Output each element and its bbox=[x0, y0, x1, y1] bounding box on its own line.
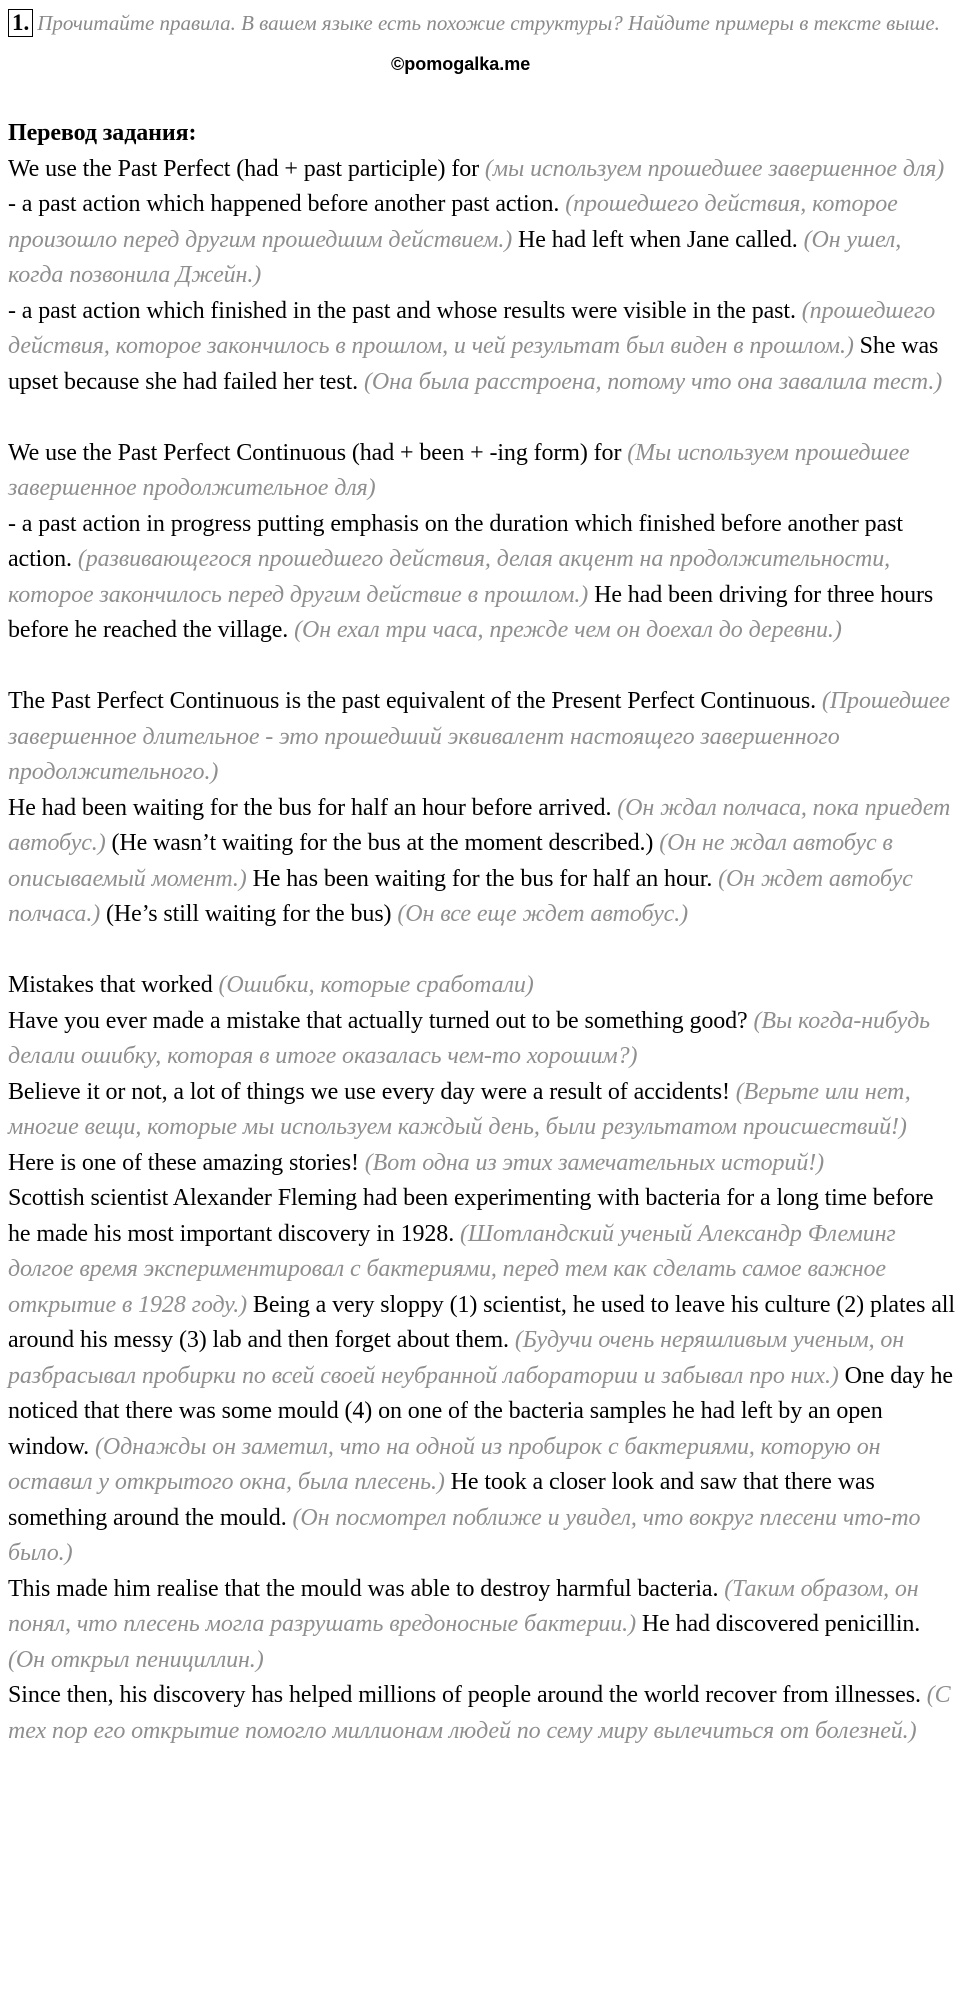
paragraph bbox=[8, 187, 956, 294]
russian-translation: (Верьте или нет, многие вещи, которые мы используем каждый день, были результатом происшествий!) bbox=[8, 1078, 911, 1140]
russian-translation: (Она была расстроена, потому что она завалила тест.) bbox=[363, 368, 943, 395]
english-text: He had been waiting for the bus for half an hour before arrived. bbox=[8, 794, 618, 821]
russian-translation: (Ошибки, которые сработали) bbox=[218, 972, 534, 998]
russian-translation: (Прошедшее завершенное длительное - это прошедший эквивалент настоящего завершенного продолжительного.) bbox=[8, 688, 950, 785]
paragraph bbox=[8, 684, 956, 791]
russian-translation: (Вы когда-нибудь делали ошибку, которая в итоге оказалась чем-то хорошим?) bbox=[8, 1007, 930, 1069]
paragraph bbox=[8, 294, 956, 401]
russian-translation: (Он все еще ждет автобус.) bbox=[397, 901, 689, 927]
paragraph bbox=[8, 152, 956, 188]
english-text: This made him realise that the mould was able to destroy harmful bacteria. bbox=[8, 1575, 725, 1602]
translation-body bbox=[8, 116, 956, 1749]
russian-translation: (Шотландский ученый Александр Флеминг долгое время экспериментировал с бактериями, перед тем как сделать самое важное открытие в 1928 году.) bbox=[8, 1220, 896, 1318]
english-text: Since then, his discovery has helped millions of people around the world recover from illnesses. bbox=[8, 1682, 927, 1708]
english-text: - a past action which finished in the past and whose results were visible in the past. bbox=[8, 297, 802, 324]
paragraph bbox=[8, 1572, 956, 1679]
paragraph bbox=[8, 1181, 956, 1572]
english-text: He has been waiting for the bus for half an hour. bbox=[246, 865, 719, 892]
paragraph bbox=[8, 1004, 956, 1075]
english-text: Mistakes that worked bbox=[8, 972, 219, 998]
paragraph bbox=[8, 436, 956, 507]
paragraph-gap bbox=[8, 400, 956, 436]
english-text: He had been driving for three hours before he reached the village. bbox=[8, 581, 934, 643]
russian-translation: (Будучи очень неряшливым ученым, он разбрасывал пробирки по всей своей неубранной лаборатории и забывал про них.) bbox=[8, 1327, 905, 1389]
russian-translation: (прошедшего действия, которое закончилось в прошлом, и чей результат был виден в прошлом.) bbox=[8, 297, 936, 359]
english-text: Being a very sloppy (1) scientist, he used to leave his culture (2) plates all around his messy (3) lab and then forget about them. bbox=[8, 1291, 955, 1353]
russian-translation: (Он не ждал автобус в описываемый момент.) bbox=[8, 830, 893, 892]
paragraph bbox=[8, 507, 956, 649]
watermark: ©pomogalka.me bbox=[391, 54, 531, 74]
english-text: He had left when Jane called. bbox=[512, 226, 804, 253]
english-text: He took a closer look and saw that there was something around the mould. bbox=[8, 1469, 875, 1531]
paragraph-gap bbox=[8, 649, 956, 685]
task-number: 1. bbox=[8, 9, 33, 37]
english-text: Have you ever made a mistake that actually turned out to be something good? bbox=[8, 1007, 754, 1034]
russian-translation: (Он ушел, когда позвонила Джейн.) bbox=[8, 226, 902, 288]
paragraph bbox=[8, 1678, 956, 1749]
paragraph-gap bbox=[8, 933, 956, 969]
russian-translation: (Он посмотрел поближе и увидел, что вокруг плесени что-то было.) bbox=[8, 1504, 921, 1566]
russian-translation: (мы используем прошедшее завершенное для) bbox=[484, 155, 945, 182]
english-text: We use the Past Perfect Continuous (had + been + -ing form) for bbox=[8, 439, 628, 466]
english-text: The Past Perfect Continuous is the past equivalent of the Present Perfect Continuous. bbox=[8, 688, 822, 714]
russian-translation: (Он ждет автобус полчаса.) bbox=[8, 865, 913, 927]
russian-translation: (Он ехал три часа, прежде чем он доехал до деревни.) bbox=[294, 617, 842, 643]
english-text: Here is one of these amazing stories! bbox=[8, 1149, 365, 1176]
english-text: She was upset because she had failed her test. bbox=[8, 333, 939, 395]
russian-translation: (Таким образом, он понял, что плесень могла разрушать вредоносные бактерии.) bbox=[8, 1575, 919, 1637]
task-header bbox=[8, 6, 952, 40]
russian-translation: (С тех пор его открытие помогло миллионам людей по сему миру вылечиться от болезней.) bbox=[8, 1682, 951, 1744]
english-text: (He’s still waiting for the bus) bbox=[100, 901, 398, 927]
paragraph bbox=[8, 968, 956, 1004]
translation-heading: Перевод задания: bbox=[8, 120, 197, 146]
english-text: (He wasn’t waiting for the bus at the moment described.) bbox=[105, 830, 660, 856]
russian-translation: (Однажды он заметил, что на одной из пробирок с бактериями, которую он оставил у открытого окна, была плесень.) bbox=[8, 1433, 881, 1495]
task-instruction: Прочитайте правила. В вашем языке есть похожие структуры? Найдите примеры в тексте выше. bbox=[37, 11, 940, 35]
russian-translation: (развивающегося прошедшего действия, делая акцент на продолжительности, которое закончилось перед другим действие в прошлом.) bbox=[8, 546, 891, 608]
russian-translation: (Мы используем прошедшее завершенное продолжительное для) bbox=[8, 439, 910, 501]
russian-translation: (Он ждал полчаса, пока приедет автобус.) bbox=[8, 794, 951, 856]
russian-translation: (прошедшего действия, которое произошло перед другим прошедшим действием.) bbox=[8, 191, 898, 253]
english-text: - a past action which happened before another past action. bbox=[8, 191, 566, 217]
paragraph bbox=[8, 791, 956, 933]
english-text: One day he noticed that there was some mould (4) on one of the bacteria samples he had left by an open window. bbox=[8, 1362, 953, 1460]
paragraph bbox=[8, 1075, 956, 1182]
russian-translation: (Вот одна из этих замечательных историй!) bbox=[364, 1149, 824, 1176]
english-text: Scottish scientist Alexander Fleming had been experimenting with bacteria for a long time before he made his most important discovery in 1928. bbox=[8, 1185, 934, 1247]
english-text: He had discovered penicillin. bbox=[635, 1611, 921, 1637]
english-text: Believe it or not, a lot of things we use every day were a result of accidents! bbox=[8, 1078, 736, 1105]
english-text: - a past action in progress putting emphasis on the duration which finished before another past action. bbox=[8, 510, 903, 572]
russian-translation: (Он открыл пенициллин.) bbox=[8, 1646, 264, 1673]
english-text: We use the Past Perfect (had + past participle) for bbox=[8, 155, 485, 182]
